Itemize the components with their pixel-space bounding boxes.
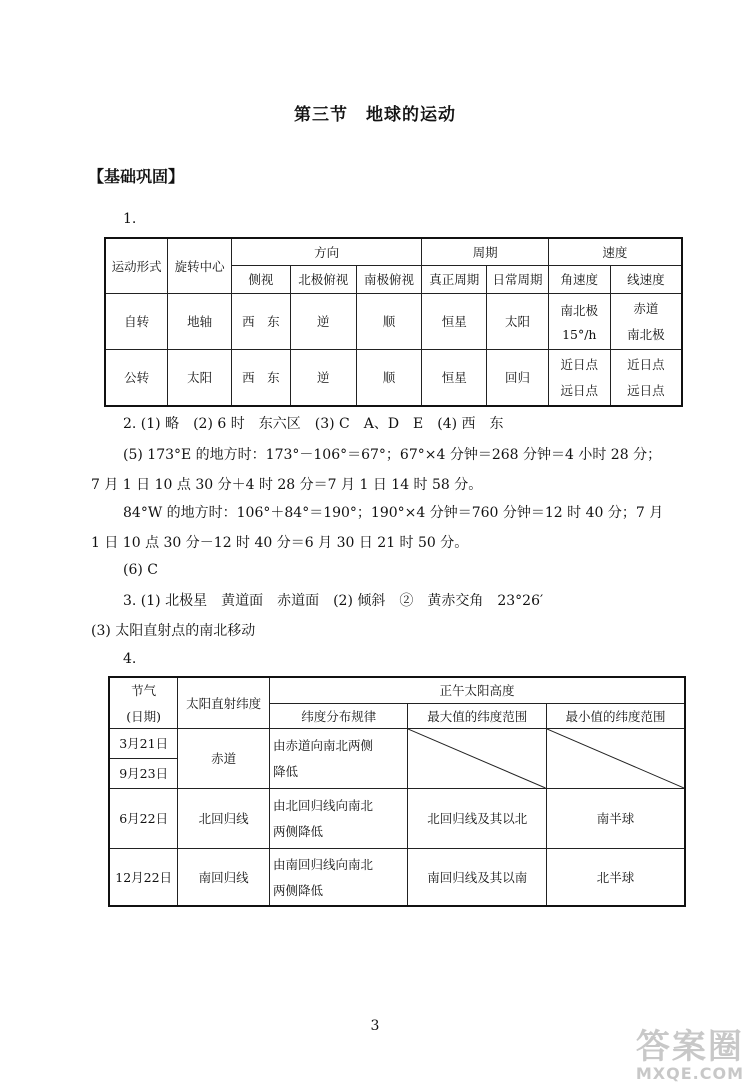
cell-distribution bbox=[270, 788, 408, 848]
cell-date: 12月22日 bbox=[109, 848, 178, 906]
header-period: 周期 bbox=[422, 238, 549, 265]
cell-side: 西 东 bbox=[232, 293, 291, 349]
cell-side: 西 东 bbox=[232, 349, 291, 406]
header-rotation-center: 旋转中心 bbox=[168, 238, 232, 293]
answer-line: 84°W 的地方时：106°＋84°＝190°；190°×4 分钟＝760 分钟＝12 时 40 分；7 月 bbox=[123, 505, 664, 521]
cell-empty-diagonal bbox=[408, 728, 546, 788]
table-row bbox=[105, 293, 682, 349]
angular-line-2: 15°/h bbox=[562, 326, 597, 342]
answer-line: 3. (1) 北极星 黄道面 赤道面 (2) 倾斜 ② 黄赤交角 23°26′ bbox=[123, 593, 544, 609]
cell-min-range: 北半球 bbox=[546, 848, 685, 906]
watermark-text: 答案圈 bbox=[635, 1027, 744, 1067]
subheader-angular-speed: 角速度 bbox=[548, 265, 610, 293]
solar-terms-table bbox=[108, 676, 686, 907]
linear-line-2: 南北极 bbox=[627, 327, 665, 342]
cell-empty-diagonal bbox=[546, 728, 685, 788]
cell-date: 3月21日 bbox=[109, 728, 178, 758]
subheader-true-period: 真正周期 bbox=[422, 265, 487, 293]
dist-line-1: 由赤道向南北两侧 bbox=[273, 738, 374, 753]
angular-line-1: 南北极 bbox=[560, 302, 599, 318]
angular-line-1: 近日点 bbox=[560, 357, 599, 373]
cell-daily-period: 回归 bbox=[487, 349, 549, 406]
cell-north: 逆 bbox=[290, 293, 356, 349]
cell-latitude: 北回归线 bbox=[178, 788, 270, 848]
dist-line-2: 两侧降低 bbox=[273, 882, 324, 898]
angular-line-2: 远日点 bbox=[560, 383, 599, 399]
answer-line: 1 日 10 点 30 分－12 时 40 分＝6 月 30 日 21 时 50 分。 bbox=[91, 535, 469, 551]
table-row bbox=[105, 349, 682, 406]
table-row bbox=[109, 848, 685, 906]
earth-motion-table bbox=[104, 237, 683, 407]
page-title: 第三节 地球的运动 bbox=[294, 105, 456, 125]
subheader-linear-speed: 线速度 bbox=[610, 265, 682, 293]
header-term-line-1: 节气 bbox=[131, 682, 157, 698]
subheader-side-view: 侧视 bbox=[232, 265, 291, 293]
cell-linear-speed bbox=[610, 349, 682, 406]
cell-true-period: 恒星 bbox=[422, 293, 487, 349]
cell-max-range: 北回归线及其以北 bbox=[408, 788, 546, 848]
subheader-daily-period: 日常周期 bbox=[487, 265, 549, 293]
linear-line-2: 远日点 bbox=[627, 383, 665, 399]
linear-line-1: 近日点 bbox=[627, 357, 665, 373]
dist-line-1: 由北回归线向南北 bbox=[273, 798, 374, 813]
linear-line-1: 赤道 bbox=[633, 301, 659, 316]
watermark-url: MXQE.COM bbox=[635, 1063, 744, 1083]
question-1-label: 1. bbox=[123, 211, 137, 227]
cell-motion: 自转 bbox=[105, 293, 168, 349]
cell-south: 顺 bbox=[356, 293, 422, 349]
subheader-south-pole-view: 南极俯视 bbox=[356, 265, 422, 293]
cell-min-range: 南半球 bbox=[546, 788, 685, 848]
header-noon-altitude: 正午太阳高度 bbox=[270, 677, 686, 703]
cell-angular-speed bbox=[548, 349, 610, 406]
cell-date: 6月22日 bbox=[109, 788, 178, 848]
table-row bbox=[109, 788, 685, 848]
answer-line: 2. (1) 略 (2) 6 时 东六区 (3) C A、D E (4) 西 东 bbox=[123, 416, 504, 432]
question-4-label: 4. bbox=[123, 651, 137, 667]
dist-line-2: 两侧降低 bbox=[273, 824, 324, 839]
header-motion-type: 运动形式 bbox=[105, 238, 168, 293]
cell-distribution bbox=[270, 728, 408, 788]
cell-latitude: 赤道 bbox=[178, 728, 270, 788]
answer-line: (6) C bbox=[123, 562, 158, 578]
header-speed: 速度 bbox=[548, 238, 682, 265]
cell-distribution bbox=[270, 848, 408, 906]
subheader-min-range: 最小值的纬度范围 bbox=[546, 703, 685, 728]
subheader-max-range: 最大值的纬度范围 bbox=[408, 703, 546, 728]
header-direction: 方向 bbox=[232, 238, 422, 265]
answer-line: (5) 173°E 的地方时：173°－106°＝67°；67°×4 分钟＝268 分钟＝4 小时 28 分； bbox=[123, 447, 662, 463]
page-number: 3 bbox=[370, 1018, 380, 1034]
cell-max-range: 南回归线及其以南 bbox=[408, 848, 546, 906]
cell-center: 地轴 bbox=[168, 293, 232, 349]
watermark-logo bbox=[635, 1027, 744, 1083]
section-heading: 【基础巩固】 bbox=[88, 167, 185, 186]
cell-latitude: 南回归线 bbox=[178, 848, 270, 906]
subheader-distribution: 纬度分布规律 bbox=[270, 703, 408, 728]
dist-line-1: 由南回归线向南北 bbox=[273, 856, 374, 872]
header-solar-term bbox=[109, 677, 178, 728]
answer-line: (3) 太阳直射点的南北移动 bbox=[91, 623, 256, 639]
cell-center: 太阳 bbox=[168, 349, 232, 406]
cell-date: 9月23日 bbox=[109, 758, 178, 788]
table-row bbox=[109, 728, 685, 758]
cell-true-period: 恒星 bbox=[422, 349, 487, 406]
cell-angular-speed bbox=[548, 293, 610, 349]
header-term-line-2: (日期) bbox=[126, 708, 162, 724]
diagonal-line bbox=[408, 729, 545, 788]
header-direct-latitude: 太阳直射纬度 bbox=[178, 677, 270, 728]
subheader-north-pole-view: 北极俯视 bbox=[290, 265, 356, 293]
cell-north: 逆 bbox=[290, 349, 356, 406]
dist-line-2: 降低 bbox=[273, 764, 299, 779]
cell-linear-speed bbox=[610, 293, 682, 349]
answer-line: 7 月 1 日 10 点 30 分＋4 时 28 分＝7 月 1 日 14 时 58 分。 bbox=[91, 477, 483, 493]
cell-motion: 公转 bbox=[105, 349, 168, 406]
cell-south: 顺 bbox=[356, 349, 422, 406]
cell-daily-period: 太阳 bbox=[487, 293, 549, 349]
diagonal-line bbox=[547, 729, 684, 788]
